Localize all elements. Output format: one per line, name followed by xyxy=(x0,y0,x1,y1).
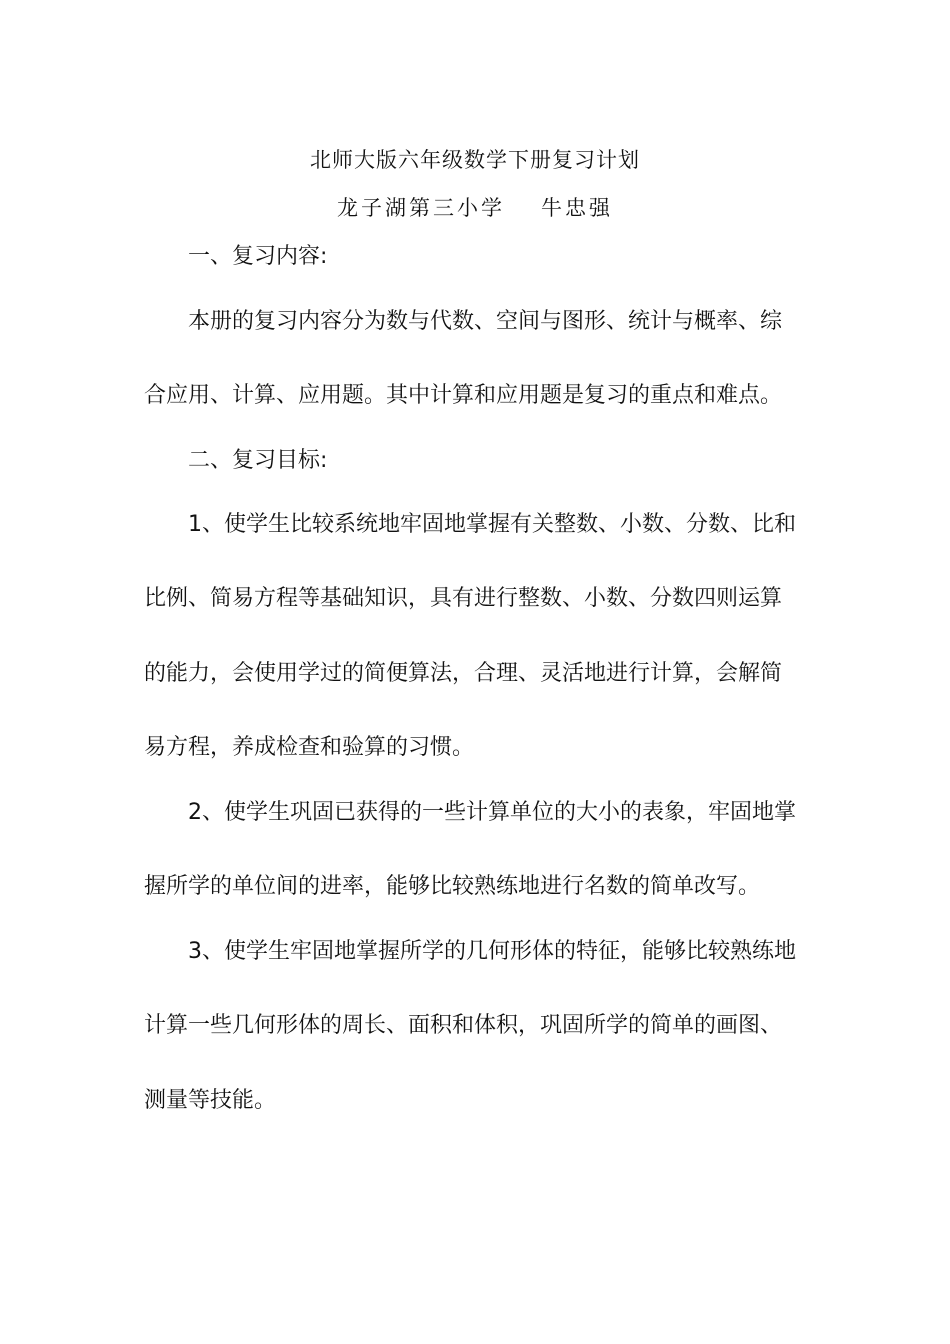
document-title: 北师大版六年级数学下册复习计划 xyxy=(310,148,640,172)
paragraph-line: 本册的复习内容分为数与代数、空间与图形、统计与概率、综 xyxy=(188,309,783,334)
goal-item-3-line: 3、使学生牢固地掌握所学的几何形体的特征，能够比较熟练地 xyxy=(188,939,796,964)
section-heading-content: 一、复习内容: xyxy=(188,244,328,269)
goal-item-1-line: 的能力，会使用学过的简便算法，合理、灵活地进行计算，会解简 xyxy=(144,661,783,686)
goal-item-2-line: 握所学的单位间的进率，能够比较熟练地进行名数的简单改写。 xyxy=(144,874,761,899)
paragraph-line: 合应用、计算、应用题。其中计算和应用题是复习的重点和难点。 xyxy=(144,383,783,408)
goal-item-1-line: 易方程，养成检查和验算的习惯。 xyxy=(144,735,475,760)
goal-item-1-line: 比例、简易方程等基础知识，具有进行整数、小数、分数四则运算 xyxy=(144,586,783,611)
author-name: 牛忠强 xyxy=(541,196,613,220)
document-byline xyxy=(0,194,950,222)
school-name: 龙子湖第三小学 xyxy=(337,196,505,220)
section-heading-goals: 二、复习目标: xyxy=(188,448,328,473)
goal-item-2-line: 2、使学生巩固已获得的一些计算单位的大小的表象，牢固地掌 xyxy=(188,800,796,825)
goal-item-3-line: 测量等技能。 xyxy=(144,1088,277,1113)
goal-item-3-line: 计算一些几何形体的周长、面积和体积，巩固所学的简单的画图、 xyxy=(144,1013,783,1038)
goal-item-1-line: 1、使学生比较系统地牢固地掌握有关整数、小数、分数、比和 xyxy=(188,512,796,537)
